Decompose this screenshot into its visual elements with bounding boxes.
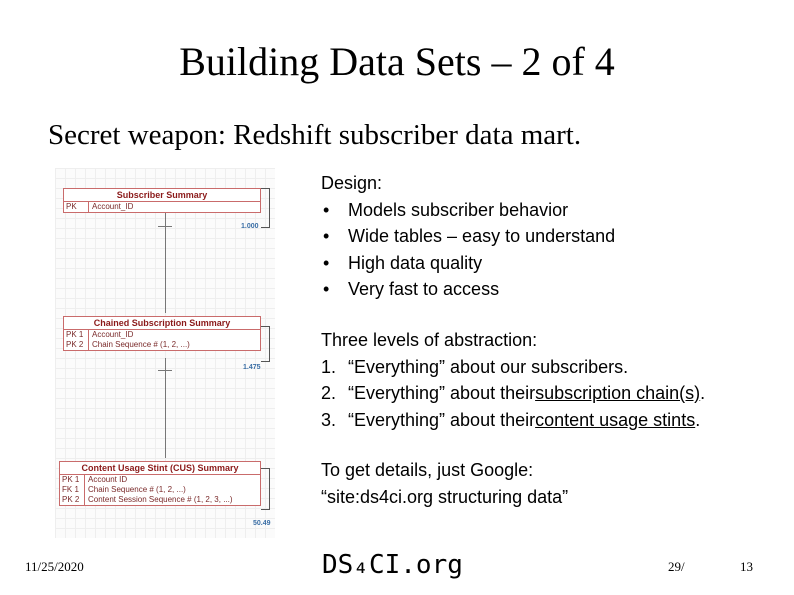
entity-key: PK 1 (64, 330, 89, 340)
entity-key: PK 2 (60, 495, 85, 505)
level-item (321, 354, 705, 381)
footer-page: 29/ (668, 559, 685, 574)
entity-ratio: 1.475 (243, 364, 261, 371)
entity-row (60, 485, 260, 495)
slide-title: Building Data Sets – 2 of 4 (179, 39, 615, 84)
entity-title: Chained Subscription Summary (64, 317, 260, 330)
level-link: subscription chain(s) (535, 383, 701, 403)
entity-content-usage-stint-summary (59, 461, 261, 506)
ds4ci-logo: DS₄CI.org (322, 550, 463, 580)
entity-title: Subscriber Summary (64, 189, 260, 202)
entity-key: PK 1 (60, 475, 85, 485)
details-section (321, 457, 568, 510)
entity-field: Chain Sequence # (1, 2, ...) (88, 485, 186, 494)
design-bullet: • Wide tables – easy to understand (321, 223, 615, 250)
entity-key: FK 1 (60, 485, 85, 495)
level-item (321, 407, 705, 434)
level-text: “Everything” about our subscribers. (348, 356, 629, 377)
level-number: 2. (321, 383, 337, 403)
level-item (321, 380, 705, 407)
connector-tick (158, 370, 172, 371)
entity-field: Account_ID (92, 202, 134, 211)
entity-field: Chain Sequence # (1, 2, ...) (92, 340, 190, 349)
entity-row (60, 475, 260, 485)
er-diagram (55, 168, 275, 538)
connector-line (165, 213, 166, 313)
details-line: To get details, just Google: (321, 460, 534, 480)
entity-field: Account ID (88, 475, 128, 484)
connector-bracket (261, 468, 270, 510)
design-section (321, 170, 615, 303)
entity-title: Content Usage Stint (CUS) Summary (60, 462, 260, 475)
levels-list (321, 354, 705, 434)
entity-row (64, 330, 260, 340)
design-bullet: • Very fast to access (321, 276, 615, 303)
design-bullet: • Models subscriber behavior (321, 197, 615, 224)
levels-heading: Three levels of abstraction: (321, 330, 538, 350)
level-text: “Everything” about their (348, 409, 536, 430)
entity-subscriber-summary (63, 188, 261, 213)
details-query: “site:ds4ci.org structuring data” (321, 486, 569, 507)
entity-ratio: 50.49 (253, 520, 271, 527)
level-number: 1. (321, 356, 337, 377)
entity-ratio: 1.000 (241, 223, 259, 230)
footer-date: 11/25/2020 (25, 559, 84, 574)
entity-field: Account_ID (92, 330, 134, 339)
entity-field: Content Session Sequence # (1, 2, 3, ...) (88, 495, 233, 504)
level-text-end: . (700, 383, 706, 403)
connector-tick (158, 226, 172, 227)
level-number: 3. (321, 409, 337, 430)
connector-line (165, 358, 166, 458)
level-text: “Everything” about their (348, 383, 536, 403)
slide-number: 13 (740, 559, 753, 574)
entity-key: PK 2 (64, 340, 89, 350)
level-link: content usage stints (535, 409, 696, 430)
entity-row (60, 495, 260, 505)
design-heading: Design: (321, 173, 383, 193)
entity-row (64, 202, 260, 212)
entity-chained-subscription-summary (63, 316, 261, 351)
connector-bracket (261, 326, 270, 362)
level-text-end: . (695, 409, 701, 430)
entity-row (64, 340, 260, 350)
levels-section (321, 327, 705, 433)
entity-key: PK (64, 202, 89, 212)
connector-bracket (261, 188, 270, 228)
design-bullet: • High data quality (321, 250, 615, 277)
design-bullet-list (321, 197, 615, 303)
slide-subtitle: Secret weapon: Redshift subscriber data mart. (48, 119, 582, 151)
